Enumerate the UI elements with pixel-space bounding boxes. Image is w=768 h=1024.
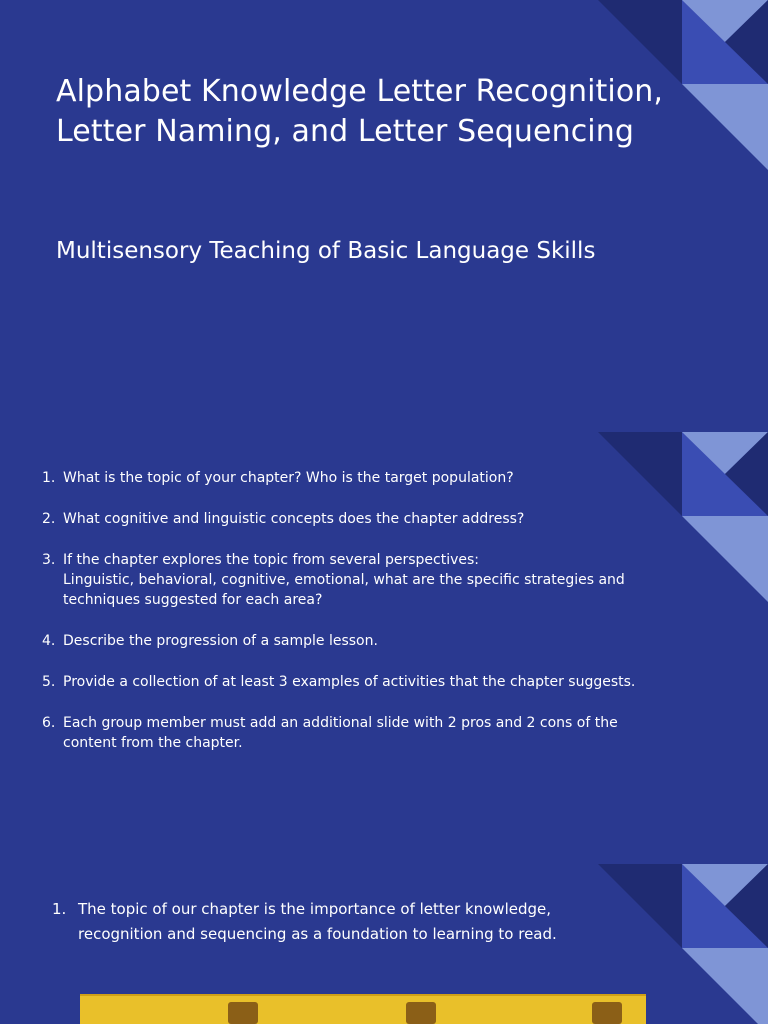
slide-subtitle: Multisensory Teaching of Basic Language Skills	[56, 238, 596, 264]
list-item-text: What is the topic of your chapter? Who is the target population?	[63, 470, 514, 486]
list-item	[42, 509, 702, 529]
list-item-text: If the chapter explores the topic from several perspectives:	[63, 552, 480, 568]
list-item	[52, 897, 612, 947]
answer-slide	[0, 864, 768, 1024]
title-slide	[0, 0, 768, 432]
list-item	[42, 550, 702, 610]
list-item-text: Describe the progression of a sample lesson.	[63, 633, 378, 649]
list-item-text: The topic of our chapter is the importance of letter knowledge,	[78, 900, 552, 918]
cropped-image	[80, 994, 646, 1024]
question-list	[42, 468, 702, 774]
list-item-text: recognition and sequencing as a foundation to learning to read.	[78, 925, 557, 943]
image-figure-decoration	[592, 1002, 622, 1024]
image-figure-decoration	[406, 1002, 436, 1024]
list-item-text: What cognitive and linguistic concepts does the chapter address?	[63, 511, 525, 527]
list-item-number: 6.	[42, 715, 56, 731]
list-item-text: Linguistic, behavioral, cognitive, emotional, what are the specific strategies and	[63, 572, 625, 588]
list-item-number: 5.	[42, 674, 56, 690]
image-figure-decoration	[228, 1002, 258, 1024]
list-item-number: 3.	[42, 552, 56, 568]
list-item	[42, 468, 702, 488]
list-item-text: Each group member must add an additional slide with 2 pros and 2 cons of the	[63, 715, 618, 731]
slide-title	[56, 72, 696, 152]
list-item-number: 1.	[52, 900, 67, 918]
list-item	[42, 713, 702, 753]
slide-title-line-1: Alphabet Knowledge Letter Recognition,	[56, 74, 664, 109]
list-item-text: techniques suggested for each area?	[63, 592, 323, 608]
list-item-number: 4.	[42, 633, 56, 649]
slide-title-line-2: Letter Naming, and Letter Sequencing	[56, 114, 634, 149]
answer-list	[52, 897, 612, 947]
list-item-number: 1.	[42, 470, 56, 486]
list-item-number: 2.	[42, 511, 56, 527]
list-item	[42, 631, 702, 651]
list-item-text: Provide a collection of at least 3 examples of activities that the chapter suggests.	[63, 674, 636, 690]
list-item	[42, 672, 702, 692]
questions-slide	[0, 432, 768, 864]
list-item-text: content from the chapter.	[63, 735, 243, 751]
